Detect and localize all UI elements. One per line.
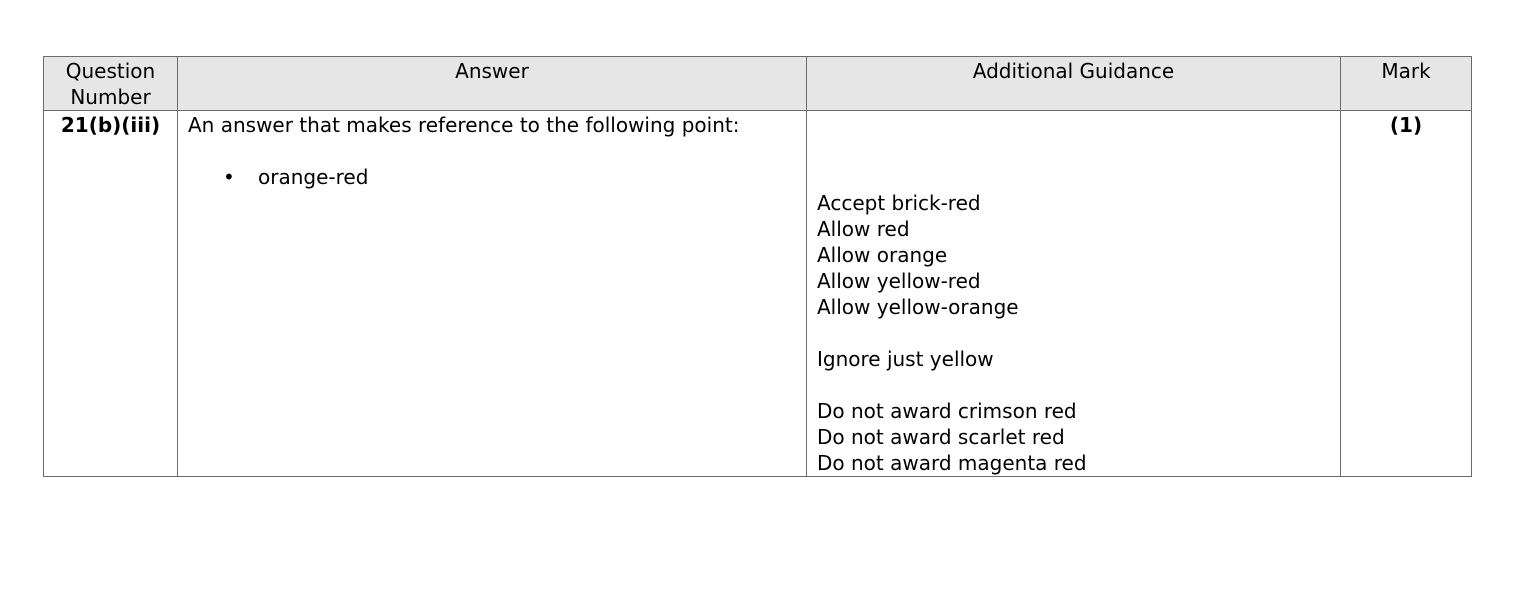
answer-points-list: [188, 164, 796, 190]
mark-header: Mark: [1341, 57, 1472, 111]
guidance-line: Ignore just yellow: [817, 347, 994, 371]
additional-guidance-cell: [807, 111, 1341, 477]
header-row: [44, 57, 1472, 111]
question-number-header: Question Number: [44, 57, 178, 111]
answer-intro-text: An answer that makes reference to the following point:: [188, 113, 740, 137]
guidance-line: Do not award crimson red: [817, 399, 1077, 423]
guidance-reject-block: [817, 398, 1330, 476]
guidance-line: Accept brick-red: [817, 191, 981, 215]
guidance-line: Allow red: [817, 217, 910, 241]
answer-point-text: orange-red: [258, 165, 369, 189]
bullet-icon: •: [223, 165, 235, 189]
table-row: [44, 111, 1472, 477]
question-number-cell: 21(b)(iii): [44, 111, 178, 477]
answer-cell: [178, 111, 807, 477]
additional-guidance-header: Additional Guidance: [807, 57, 1341, 111]
list-item: [188, 164, 796, 190]
guidance-line: Allow yellow-red: [817, 269, 981, 293]
mark-cell: (1): [1341, 111, 1472, 477]
guidance-line: Do not award scarlet red: [817, 425, 1065, 449]
guidance-line: Allow yellow-orange: [817, 295, 1019, 319]
guidance-line: Allow orange: [817, 243, 948, 267]
guidance-ignore-block: [817, 346, 1330, 372]
answer-header: Answer: [178, 57, 807, 111]
mark-scheme-table: [43, 56, 1472, 477]
guidance-accept-block: [817, 190, 1330, 320]
guidance-line: Do not award magenta red: [817, 451, 1087, 475]
